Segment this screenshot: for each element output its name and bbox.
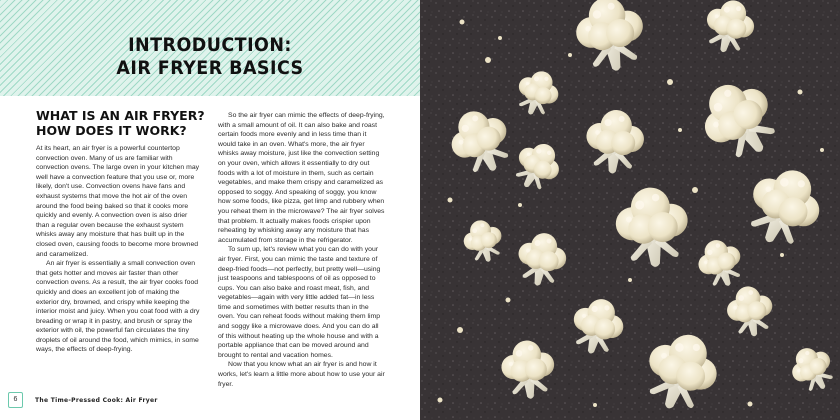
page-footer <box>8 392 158 408</box>
section-heading <box>36 108 216 138</box>
body-paragraph: An air fryer is essentially a small convection oven that gets hotter and moves air faster than other convection ovens. As a result, the air fryer cooks food quickly and does an excellent job of making the exterior dry, browned, and crispy while keeping the interior moist and juicy. When you coat food with a dry breading or wrap it in pastry, and brush or spray the exterior with oil, the powerful fan circulates the tiny droplets of oil around the food, which mimics, in some ways, the effects of deep-frying. <box>36 260 200 354</box>
body-column-left <box>36 144 200 355</box>
cauliflower-photo <box>420 0 840 420</box>
chapter-title-line-1: INTRODUCTION: <box>128 34 292 56</box>
body-column-right <box>218 111 386 389</box>
body-paragraph: Now that you know what an air fryer is and how it works, let's learn a little more about how to use your air fryer. <box>218 361 385 388</box>
section-heading-line-1: WHAT IS AN AIR FRYER? <box>36 108 205 123</box>
page-number: 6 <box>8 392 23 408</box>
chapter-title <box>17 34 403 80</box>
section-heading-line-2: HOW DOES IT WORK? <box>36 123 187 138</box>
chapter-title-line-2: AIR FRYER BASICS <box>116 57 304 79</box>
running-head: The Time-Pressed Cook: Air Fryer <box>35 396 158 404</box>
body-paragraph: At its heart, an air fryer is a powerful countertop convection oven. Many of us are familiar with convection ovens. The large oven in your kitchen may well have a convection feature that you use or, more likely, don't use. Convection ovens have fans and exhaust systems that move the hot air of the oven around the food being baked so that it cooks more quickly and evenly. A convection oven is also drier than a regular oven because the exhaust system whisks away any moisture that has built up in the closed oven, causing foods to become more browned and caramelized. <box>36 145 200 258</box>
right-page <box>420 0 840 420</box>
body-paragraph: To sum up, let's review what you can do with your air fryer. First, you can mimic the taste and texture of deep-fried foods—not perfectly, but pretty well—using just teaspoons and tablespoons of oil as opposed to cups. You can also bake and roast meat, fish, and vegetables—again with very little added fat—in less time and sometimes with better results than in the oven. You can reheat foods without making them limp and soggy like a microwave does. And you can do all of this without heating up the whole house and with a portable appliance that can be moved around and brought to rental and vacation homes. <box>218 246 381 359</box>
body-paragraph: So the air fryer can mimic the effects of deep-frying, with a small amount of oil. It can also bake and roast certain foods more evenly and in less time than it would take in an oven. What's more, the air fryer whisks away moisture, just like the convection setting on your oven, which allows it essentially to dry out foods with a lot of moisture in them, such as certain vegetables, and make them crispy and caramelized as opposed to soggy. And speaking of soggy, you know how some foods, like pizza, get limp and rubbery when you reheat them in the microwave? The air fryer solves that problem. It actually makes foods crispier upon reheating by whisking away any moisture that has accumulated from storage in the refrigerator. <box>218 112 385 244</box>
